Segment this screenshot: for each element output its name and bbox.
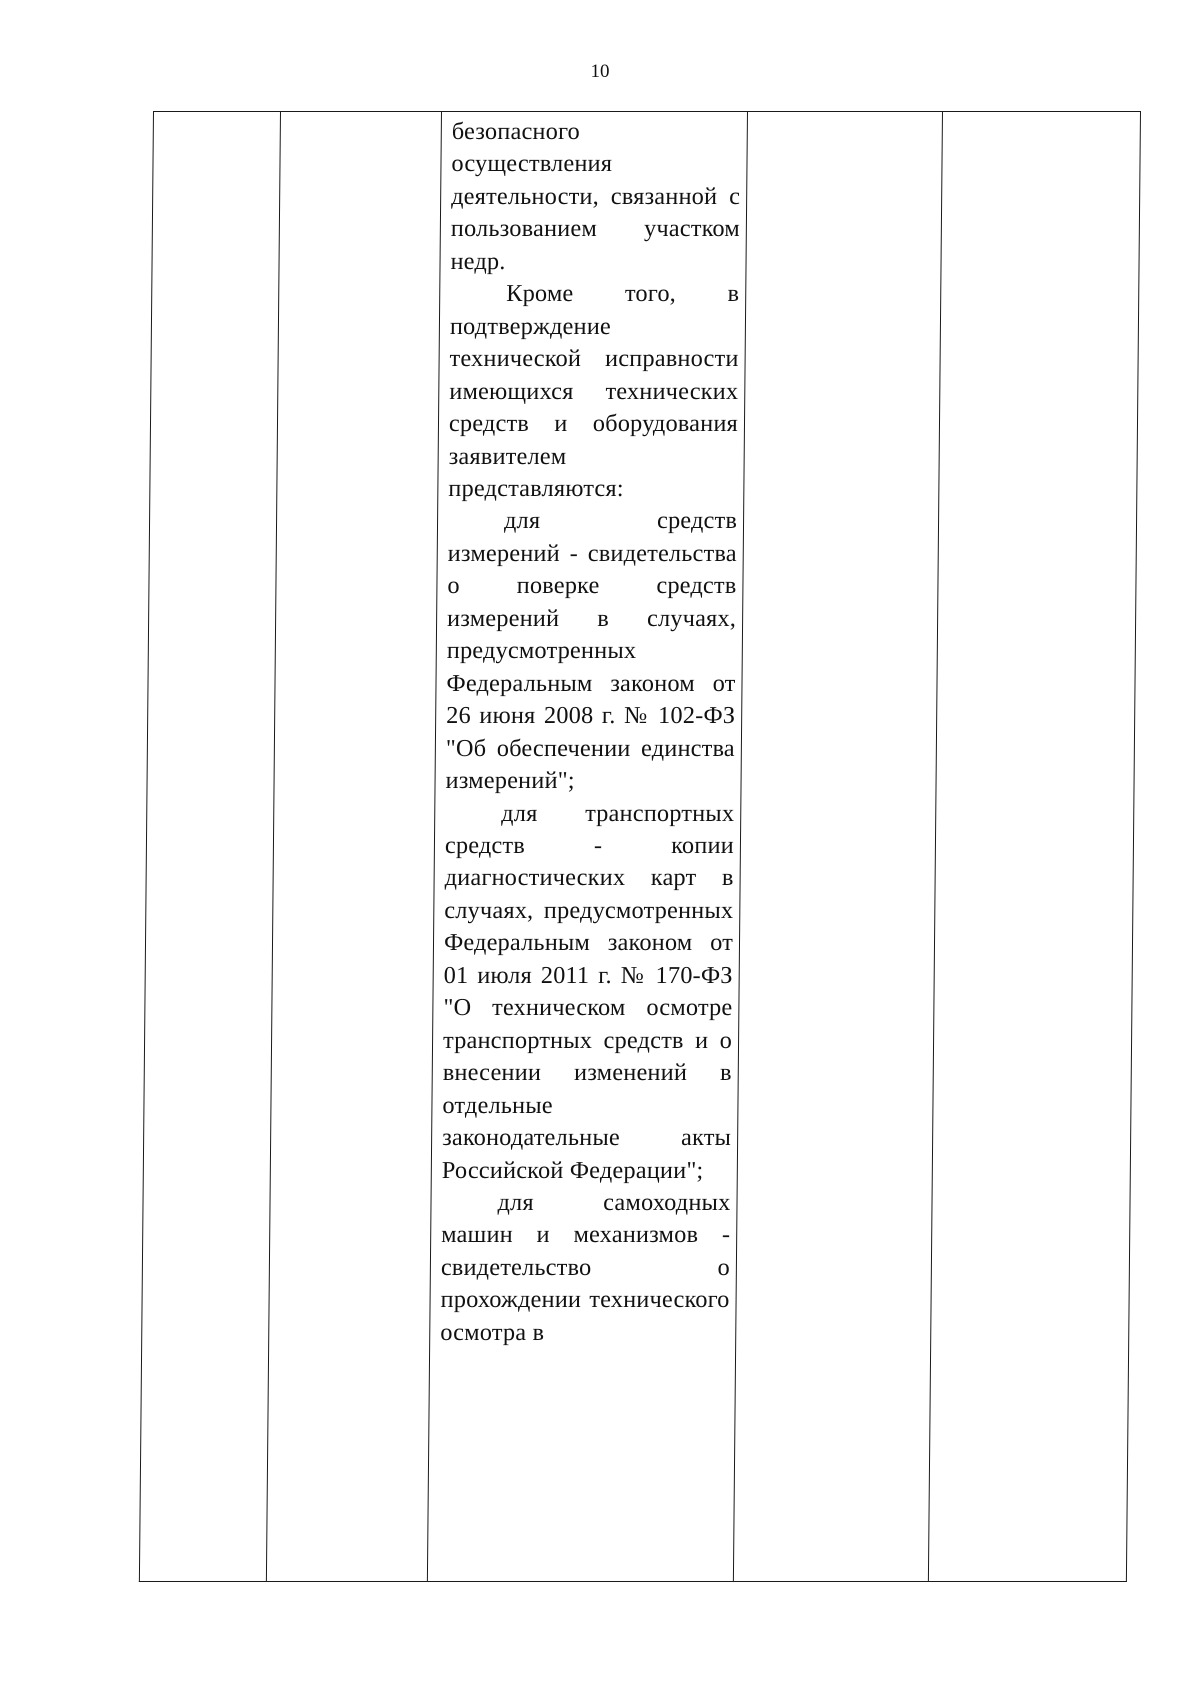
- table-cell-col1: [139, 112, 280, 1582]
- table-row: [139, 112, 1140, 1582]
- table-cell-requirements: [427, 112, 747, 1582]
- paragraph-self-propelled-machines: для самоходных машин и механизмов - свидетельство о прохождении технического осмотра в: [440, 1188, 731, 1346]
- paragraph-continuation: безопасного осуществления деятельности, связанной с пользованием участком недр.: [450, 118, 741, 275]
- paragraph-measuring-instruments: для средств измерений - свидетельства о поверке средств измерений в случаях, предусмотренных Федеральным законом от 26 июня 2008 г. № 102-ФЗ "Об обеспечении единства измерений";: [445, 507, 738, 795]
- table-cell-col2: [266, 112, 441, 1582]
- document-table: [139, 111, 1141, 1582]
- page-number: 10: [590, 61, 610, 82]
- paragraph-technical-condition: Кроме того, в подтверждение технической исправности имеющихся технических средств и оборудования заявителем представляются:: [448, 280, 740, 502]
- requirements-text: [430, 112, 747, 1349]
- table-cell-col5: [928, 112, 1140, 1582]
- paragraph-vehicles: для транспортных средств - копии диагностических карт в случаях, предусмотренных Федеральным законом от 01 июля 2011 г. № 170-ФЗ "О техническом осмотре транспортных средств и о внесении изменений в отдельные законодательные акты Российской Федерации";: [441, 799, 735, 1184]
- table-cell-col4: [733, 112, 942, 1582]
